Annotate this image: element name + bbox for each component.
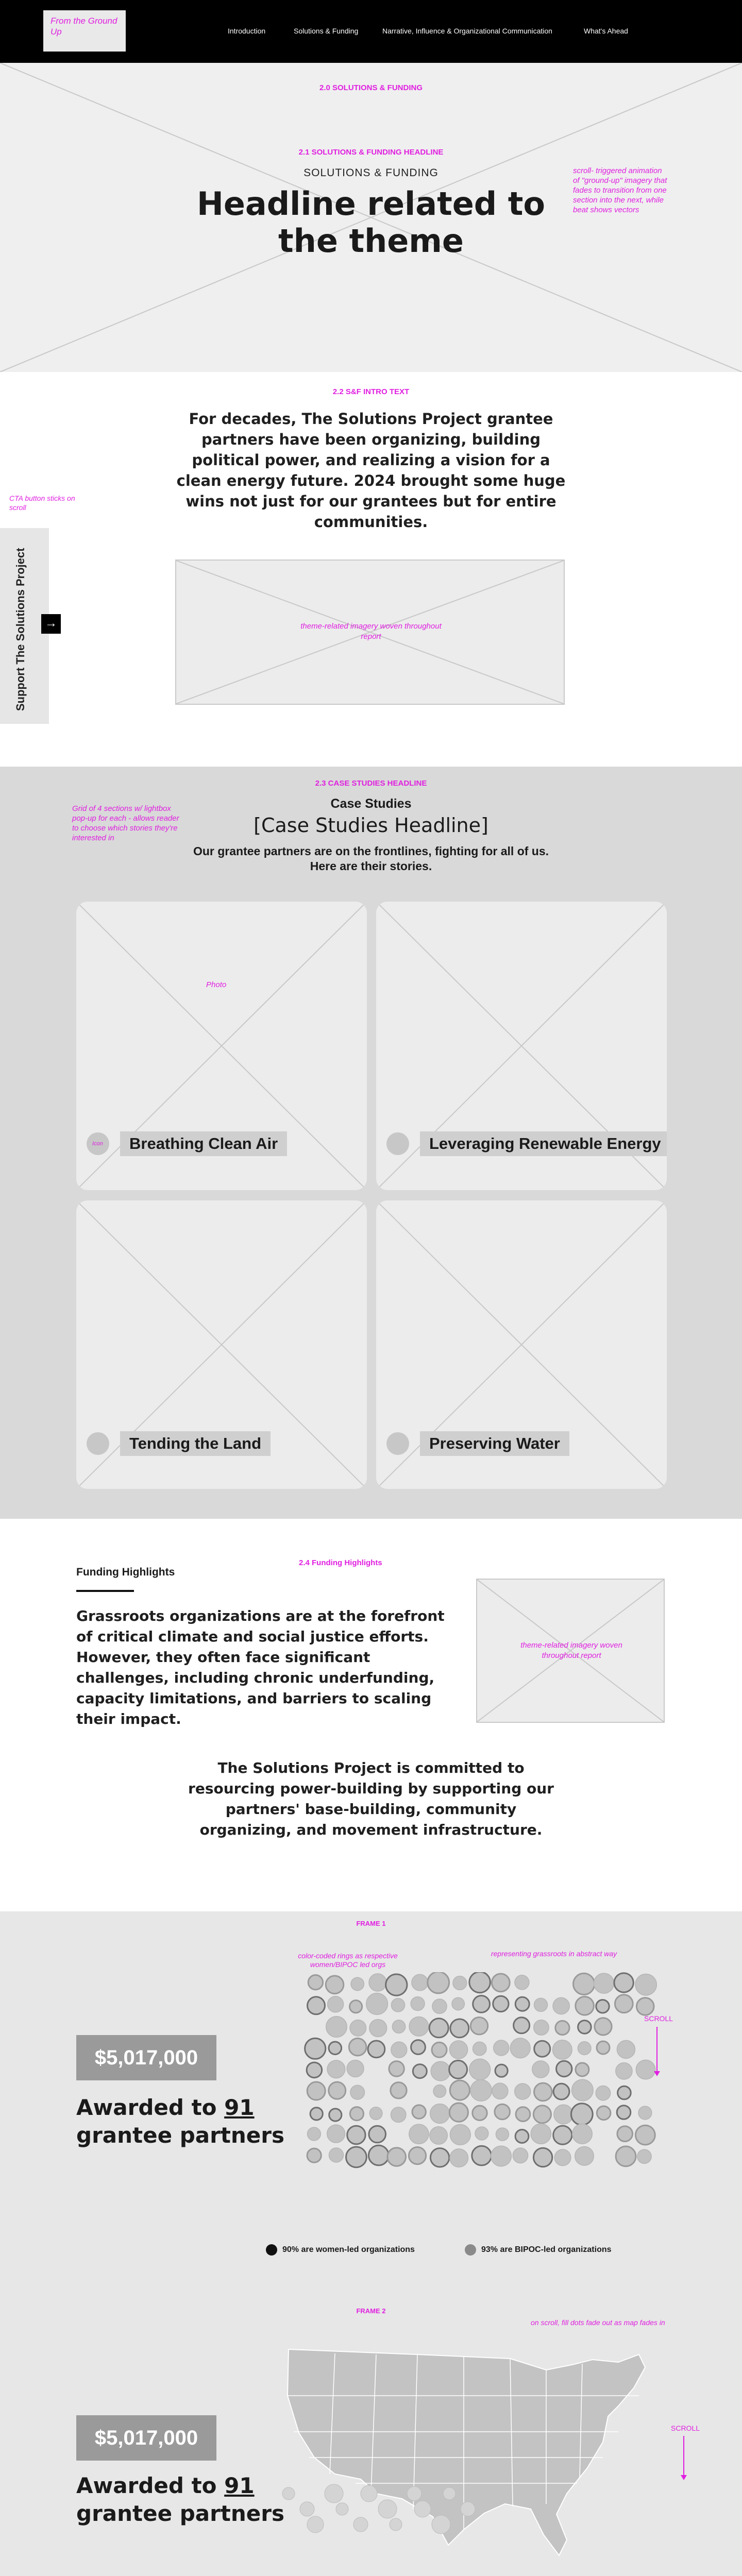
grantee-dot bbox=[618, 2086, 631, 2099]
grantee-dot bbox=[636, 2060, 655, 2079]
case-card-photo-note: Photo bbox=[206, 980, 227, 989]
case-note: Grid of 4 sections w/ lightbox pop-up for each - allows reader to choose which stories they're interested in bbox=[72, 804, 179, 842]
frame1-awarded bbox=[76, 2094, 284, 2149]
faded-dot bbox=[325, 2484, 343, 2503]
grantee-dot bbox=[387, 2148, 406, 2166]
grantee-dot bbox=[637, 2149, 651, 2163]
funding-highlights-body: Grassroots organizations are at the forefront of critical climate and social justice efforts. However, they often face significant challenges, including chronic underfunding, capacity limitations, and barriers to scaling their impact. bbox=[76, 1607, 445, 1727]
grantee-dot bbox=[449, 2103, 468, 2122]
grantee-dot bbox=[578, 2042, 591, 2055]
frame2-awarded-number: 91 bbox=[224, 2473, 255, 2498]
frame1-scroll-arrow-icon bbox=[654, 2071, 660, 2076]
grantee-dot bbox=[430, 2127, 447, 2144]
grantee-dot bbox=[513, 2148, 528, 2163]
grantee-dot bbox=[369, 2020, 387, 2037]
case-label: 2.3 CASE STUDIES HEADLINE bbox=[315, 779, 427, 788]
grantee-dot bbox=[328, 1996, 344, 2012]
grantee-dot bbox=[596, 2000, 609, 2013]
grantee-dot bbox=[553, 2126, 572, 2144]
grantee-dot bbox=[515, 1997, 529, 2011]
grantee-dot bbox=[597, 2106, 611, 2120]
grantee-dot bbox=[329, 2148, 344, 2162]
grantee-dot bbox=[392, 2020, 405, 2033]
grantee-dot bbox=[636, 1998, 654, 2015]
case-card-label: Preserving Water bbox=[420, 1431, 569, 1456]
grantee-dot bbox=[470, 2080, 492, 2101]
hero-headline-line2: the theme bbox=[278, 222, 464, 260]
grantee-dot bbox=[386, 1974, 407, 1995]
hero-headline-line1: Headline related to bbox=[196, 185, 546, 223]
case-headline: [Case Studies Headline] bbox=[254, 814, 488, 837]
funding-highlights-label: 2.4 Funding Highlights bbox=[299, 1558, 382, 1567]
frame2-awarded-suffix: grantee partners bbox=[76, 2501, 284, 2526]
frame1-label: FRAME 1 bbox=[356, 1920, 386, 1927]
grantee-dot bbox=[473, 2106, 487, 2120]
grantee-dot bbox=[617, 2040, 635, 2058]
grantee-dot bbox=[617, 2126, 633, 2142]
intro-text: For decades, The Solutions Project grantee partners have been organizing, building political power, and realizing a vision for a clean energy future. 2024 brought some huge wins not just for our grantees but for entire communities. bbox=[176, 410, 566, 531]
frame2-amount: $5,017,000 bbox=[76, 2415, 216, 2461]
grantee-dot bbox=[452, 1997, 464, 2010]
grantee-dot bbox=[491, 2146, 512, 2166]
grantee-dot bbox=[347, 2060, 364, 2077]
grantee-dot bbox=[350, 2085, 365, 2099]
grantee-dot bbox=[596, 2086, 610, 2100]
funding-image-note: theme-related imagery woven throughout report bbox=[520, 1641, 622, 1660]
grantee-dot bbox=[307, 2082, 325, 2100]
grantee-dot bbox=[391, 2107, 406, 2122]
faded-dot bbox=[353, 2517, 368, 2532]
hero-eyebrow: SOLUTIONS & FUNDING bbox=[303, 167, 439, 179]
faded-dot bbox=[432, 2515, 450, 2534]
faded-dot bbox=[361, 2485, 377, 2502]
grantee-dot bbox=[431, 2061, 450, 2081]
case-card-tending-the-land[interactable] bbox=[76, 1200, 367, 1489]
grantee-dot bbox=[533, 2106, 551, 2123]
grantee-dot bbox=[326, 1976, 344, 1994]
grantee-dot bbox=[432, 2042, 447, 2057]
grantee-dot bbox=[450, 2080, 469, 2100]
grantee-dot bbox=[495, 2064, 508, 2077]
case-subhead-line1: Our grantee partners are on the frontlines, fighting for all of us. bbox=[193, 844, 549, 858]
grantee-dot bbox=[616, 2063, 632, 2079]
grantee-dot bbox=[614, 1973, 633, 1992]
grantee-dot bbox=[391, 1998, 404, 2012]
grantee-dot bbox=[575, 2147, 594, 2166]
intro-label: 2.2 S&F INTRO TEXT bbox=[332, 387, 410, 396]
grantee-dot bbox=[635, 1974, 656, 1995]
frame2-note: on scroll, fill dots fade out as map fades in bbox=[531, 2318, 665, 2327]
grantee-dot bbox=[594, 1973, 614, 1993]
frame1-dots-grid bbox=[304, 1972, 665, 2173]
faded-dot bbox=[407, 2486, 421, 2501]
case-card-label: Tending the Land bbox=[120, 1431, 271, 1456]
frame1-awarded-number: 91 bbox=[224, 2095, 255, 2120]
frame2-us-map bbox=[278, 2339, 649, 2571]
grantee-dot bbox=[307, 2148, 321, 2162]
nav-link-solutions-funding[interactable]: Solutions & Funding bbox=[294, 27, 359, 35]
funding-highlights-rule bbox=[76, 1590, 134, 1592]
grantee-dot bbox=[475, 2127, 488, 2140]
case-eyebrow: Case Studies bbox=[330, 796, 412, 811]
grantee-dot bbox=[327, 2060, 345, 2078]
funding-highlights-heading: Funding Highlights bbox=[76, 1566, 175, 1578]
faded-dot bbox=[307, 2516, 324, 2533]
hero-note: scroll- triggered animation of "ground-up" imagery that fades to transition from one section into the next, while beat shows vectors bbox=[573, 166, 667, 214]
grantee-dot bbox=[369, 2107, 382, 2120]
frame1-scroll-label: SCROLL bbox=[644, 2014, 673, 2023]
grantee-dot bbox=[615, 1995, 633, 2013]
grantee-dot bbox=[572, 2124, 593, 2144]
faded-dot bbox=[414, 2501, 431, 2517]
case-card-label: Leveraging Renewable Energy bbox=[420, 1131, 667, 1156]
grantee-dot bbox=[411, 2040, 426, 2055]
grantee-dot bbox=[413, 2064, 427, 2078]
grantee-dot bbox=[553, 2083, 569, 2099]
grantee-dot bbox=[493, 1996, 509, 2011]
grantee-dot bbox=[412, 1974, 428, 1991]
frame1-note-right: representing grassroots in abstract way bbox=[491, 1950, 617, 1958]
grantee-dot bbox=[638, 2106, 652, 2120]
grantee-dot bbox=[307, 2062, 322, 2078]
grantee-dot bbox=[492, 2083, 508, 2099]
grantee-dot bbox=[514, 2018, 530, 2033]
grantee-dot bbox=[391, 2082, 407, 2098]
grantee-dot bbox=[572, 2079, 594, 2101]
grantee-dot bbox=[346, 2147, 367, 2167]
grantee-dot bbox=[515, 2130, 529, 2143]
grantee-dot bbox=[369, 1974, 386, 1991]
grantee-dot bbox=[412, 2105, 426, 2119]
grantee-dot bbox=[616, 2146, 636, 2166]
grantee-dot bbox=[350, 2107, 363, 2121]
grantee-dot bbox=[428, 1972, 449, 1993]
side-tab-label: Support The Solutions Project bbox=[14, 548, 27, 711]
committed-text: The Solutions Project is committed to resourcing power-building by supporting our partners' base-building, community organizing, and movement infrastructure. bbox=[188, 1759, 554, 1838]
grantee-dot bbox=[576, 1997, 594, 2015]
legend-dot-bipoc bbox=[465, 2244, 476, 2256]
grantee-dot bbox=[350, 2001, 362, 2013]
grantee-dot bbox=[450, 2125, 470, 2145]
case-card-leveraging-renewable-energy[interactable] bbox=[376, 902, 667, 1190]
grantee-dot bbox=[329, 2042, 342, 2055]
grantee-dot bbox=[472, 2146, 492, 2165]
faded-dot bbox=[336, 2503, 348, 2515]
grantee-dot bbox=[533, 2148, 552, 2166]
grantee-dot bbox=[409, 2147, 426, 2164]
grantee-dot bbox=[366, 1993, 388, 2015]
grantee-dot bbox=[515, 1975, 529, 1990]
grantee-dot bbox=[597, 2041, 610, 2054]
grantee-dot bbox=[430, 2104, 450, 2124]
case-subhead-line2: Here are their stories. bbox=[310, 859, 432, 873]
grantee-dot bbox=[617, 2106, 631, 2120]
frame1-amount: $5,017,000 bbox=[76, 2035, 216, 2080]
top-nav bbox=[0, 0, 742, 63]
nav-link-narrative[interactable]: Narrative, Influence & Organizational Communication bbox=[382, 27, 552, 35]
grantee-dot bbox=[553, 1997, 569, 2014]
frame2-scroll-arrow-icon bbox=[681, 2475, 687, 2480]
frame1-legend-women bbox=[266, 2244, 415, 2256]
grantee-dot bbox=[350, 2020, 366, 2036]
grantee-dot bbox=[578, 2021, 592, 2034]
case-card-preserving-water[interactable] bbox=[376, 1200, 667, 1489]
grantee-dot bbox=[310, 2108, 323, 2120]
grantee-dot bbox=[495, 2104, 510, 2120]
grantee-dot bbox=[576, 2063, 589, 2076]
grantee-dot bbox=[470, 2018, 487, 2035]
grantee-dot bbox=[554, 2149, 571, 2166]
faded-dot bbox=[461, 2502, 475, 2516]
grantee-dot bbox=[432, 1999, 447, 2013]
grantee-dot bbox=[574, 1973, 595, 1994]
grantee-dot bbox=[532, 2061, 549, 2078]
grantee-dot bbox=[349, 2038, 366, 2056]
grantee-dot bbox=[516, 2107, 530, 2122]
grantee-dot bbox=[433, 2085, 446, 2098]
grantee-dot bbox=[389, 2061, 404, 2076]
frame1-awarded-suffix: grantee partners bbox=[76, 2123, 284, 2148]
grantee-dot bbox=[515, 2083, 531, 2099]
frame2-awarded bbox=[76, 2472, 284, 2528]
intro-image-placeholder bbox=[175, 560, 565, 705]
grantee-dot bbox=[351, 1977, 364, 1990]
frame1-legend-bipoc bbox=[465, 2244, 612, 2256]
hero-section-label: 2.0 SOLUTIONS & FUNDING bbox=[319, 83, 423, 92]
frame1-awarded-prefix: Awarded to bbox=[76, 2095, 225, 2120]
hero-sub-label: 2.1 SOLUTIONS & FUNDING HEADLINE bbox=[298, 148, 444, 157]
grantee-dot bbox=[534, 2020, 549, 2035]
grantee-dot bbox=[494, 2040, 509, 2056]
grantee-dot bbox=[554, 2105, 573, 2124]
grantee-dot bbox=[635, 2125, 655, 2145]
frame2-label: FRAME 2 bbox=[356, 2307, 386, 2315]
grantee-dot bbox=[496, 2128, 509, 2141]
grantee-dot bbox=[553, 2040, 572, 2060]
grantee-dot bbox=[430, 2148, 449, 2167]
frame1-scroll-line bbox=[656, 2027, 657, 2072]
grantee-dot bbox=[329, 2109, 342, 2121]
frame2-scroll-line bbox=[683, 2436, 684, 2476]
grantee-dot bbox=[308, 1975, 323, 1990]
grantee-dot bbox=[368, 2145, 389, 2165]
frame1-legend-women-text: 90% are women-led organizations bbox=[282, 2245, 415, 2255]
grantee-dot bbox=[305, 2038, 326, 2059]
faded-dot bbox=[378, 2500, 397, 2518]
grantee-dot bbox=[534, 2041, 550, 2057]
grantee-dot bbox=[534, 1998, 548, 2011]
grantee-dot bbox=[329, 2082, 346, 2099]
nav-link-introduction[interactable]: Introduction bbox=[228, 27, 266, 35]
grantee-dot bbox=[391, 2042, 407, 2058]
case-subhead bbox=[0, 844, 742, 874]
grantee-dot bbox=[411, 1997, 425, 2011]
grantee-dot bbox=[409, 2124, 429, 2144]
grantee-dot bbox=[326, 2016, 347, 2037]
grantee-dot bbox=[347, 2126, 365, 2144]
grantee-dot bbox=[368, 2041, 385, 2058]
case-studies-section bbox=[0, 767, 742, 1519]
grantee-dot bbox=[453, 1976, 467, 1990]
grantee-dot bbox=[534, 2083, 552, 2101]
grantee-dot bbox=[449, 2041, 467, 2059]
grantee-dot bbox=[595, 2018, 612, 2035]
grantee-dot bbox=[473, 2042, 486, 2055]
grantee-dot bbox=[469, 2059, 491, 2080]
case-card-icon bbox=[386, 1132, 409, 1155]
grantee-dot bbox=[531, 2124, 551, 2144]
funding-image-placeholder bbox=[476, 1579, 665, 1723]
grantee-dot bbox=[308, 2127, 321, 2141]
grantee-dot bbox=[409, 2017, 429, 2037]
hero-section bbox=[0, 63, 742, 372]
case-card-icon bbox=[87, 1432, 109, 1455]
case-card-icon bbox=[87, 1132, 109, 1155]
case-card-label: Breathing Clean Air bbox=[120, 1131, 287, 1156]
intro-image-note: theme-related imagery woven throughout report bbox=[300, 622, 442, 641]
grantee-dot bbox=[510, 2038, 530, 2058]
faded-dot bbox=[300, 2502, 314, 2516]
grantee-dot bbox=[369, 2126, 386, 2143]
frame2-awarded-prefix: Awarded to bbox=[76, 2473, 225, 2498]
case-card-breathing-clean-air[interactable] bbox=[76, 902, 367, 1190]
side-tab-note: CTA button sticks on scroll bbox=[9, 494, 75, 512]
grantee-dot bbox=[571, 2104, 593, 2125]
grantee-dot bbox=[308, 1997, 325, 2014]
logo[interactable]: From the Ground Up bbox=[43, 10, 126, 52]
grantee-dot bbox=[450, 2019, 469, 2038]
frame2-scroll-label: SCROLL bbox=[671, 2424, 700, 2432]
grantee-dot bbox=[469, 1972, 491, 1993]
frame1-note-left: color-coded rings as respective women/BIPOC led orgs bbox=[298, 1952, 398, 1969]
grantee-dot bbox=[473, 1996, 490, 2013]
case-card-icon-note: Icon bbox=[92, 1141, 103, 1147]
grantee-dot bbox=[556, 2061, 572, 2076]
grantee-dot bbox=[327, 2125, 345, 2143]
grantee-dot bbox=[429, 2019, 448, 2038]
faded-dot bbox=[443, 2487, 456, 2500]
grantee-dot bbox=[449, 2060, 467, 2078]
faded-dot bbox=[390, 2518, 402, 2531]
frame1-legend-bipoc-text: 93% are BIPOC-led organizations bbox=[481, 2245, 612, 2255]
grantee-dot bbox=[555, 2021, 569, 2035]
grantee-dot bbox=[450, 2149, 468, 2167]
frames-section bbox=[0, 1911, 742, 2576]
legend-dot-women bbox=[266, 2244, 277, 2256]
side-tab-arrow-button[interactable]: → bbox=[41, 614, 61, 634]
grantee-dot bbox=[492, 1974, 510, 1992]
nav-link-whats-ahead[interactable]: What's Ahead bbox=[584, 27, 628, 35]
case-card-icon bbox=[386, 1432, 409, 1455]
